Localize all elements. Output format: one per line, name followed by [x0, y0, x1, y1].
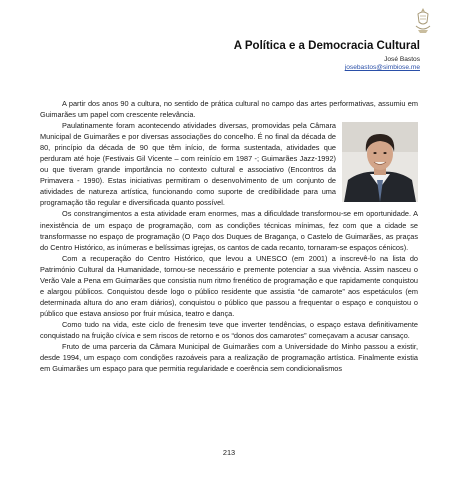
paragraph-3: Os constrangimentos a esta atividade eram enormes, mas a dificuldade transformou-se em oportunidade. A inexistência de um espaço de programação, com as condições técnicas mínimas, fez com que a cidade se transformasse no espaço de programação (O Paço dos Duques de Bragança, o Castelo de Guimarães, as praças do Centro Histórico, as inúmeras e belíssimas igrejas, os cantos de cada recanto, tornaram-se espaços cénicos).: [40, 209, 418, 252]
paragraph-1: A partir dos anos 90 a cultura, no sentido de prática cultural no campo das artes performativas, assumiu em Guimarães um papel com crescente relevância.: [40, 99, 418, 120]
paragraph-5: Como tudo na vida, este ciclo de frenesim teve que inverter tendências, o espaço estava definitivamente conquistado na fruição cívica e sem riscos de retorno e os “donos dos camarotes” começavam a acusar cansaço.: [40, 319, 418, 340]
portrait-photo: [342, 122, 418, 202]
author-email-link[interactable]: josebastos@simbiose.me: [344, 64, 420, 71]
page-number: 213: [222, 448, 236, 457]
paragraph-6: Fruto de uma parceria da Câmara Municipal de Guimarães com a Universidade do Minho passou a existir, desde 1994, um espaço com condições razoáveis para a realização de programação artística. Finalmente existia em Guimarães um espaço para que permitia regularidade e coerência sem condicionalismos: [40, 342, 418, 374]
page-title: A Política e a Democracia Cultural: [233, 40, 420, 52]
article-header: [234, 40, 420, 71]
crest-icon: [412, 6, 434, 36]
paragraph-4: Com a recuperação do Centro Histórico, que levou a UNESCO (em 2001) a inscrevê-lo na lista do Património Cultural da Humanidade, tornou-se necessário e premente potenciar a sua vivência. Assim nasceu o Verão Vale a Pena em Guimarães que consistia num ritmo frenético de programação e que rapidamente conquistou e alargou públicos. Conquistou desde logo o público residente que assistia “de camarote” aos espetáculos (em determinada altura do ano eram diários), conquistou o público que passou a frequentar o espaço e conquistou o público que estava ansioso por fruir música, teatro e dança.: [40, 253, 418, 318]
article-body: [40, 98, 418, 374]
author-name: José Bastos: [384, 56, 420, 63]
paragraph-2: Paulatinamente foram acontecendo atividades diversas, promovidas pela Câmara Municipal de Guimarães e por diversas associações do concelho. É no final da década de 80, princípio da década de 90 que têm início, de forma sustentada, atividades que perduram até hoje (Festivais Gil Vicente – com reinício em 1987 -; Guimarães Jazz-1992) ou que tiveram grande importância no contexto cultural e associativo (Encontros da Primavera - 1990). Estas iniciativas permitiram o desenvolvimento de um conjunto de atividades de natureza artística, funcionando como suporte de credibilidade para uma programação tão regular e diversificada quanto possível.: [40, 121, 336, 208]
